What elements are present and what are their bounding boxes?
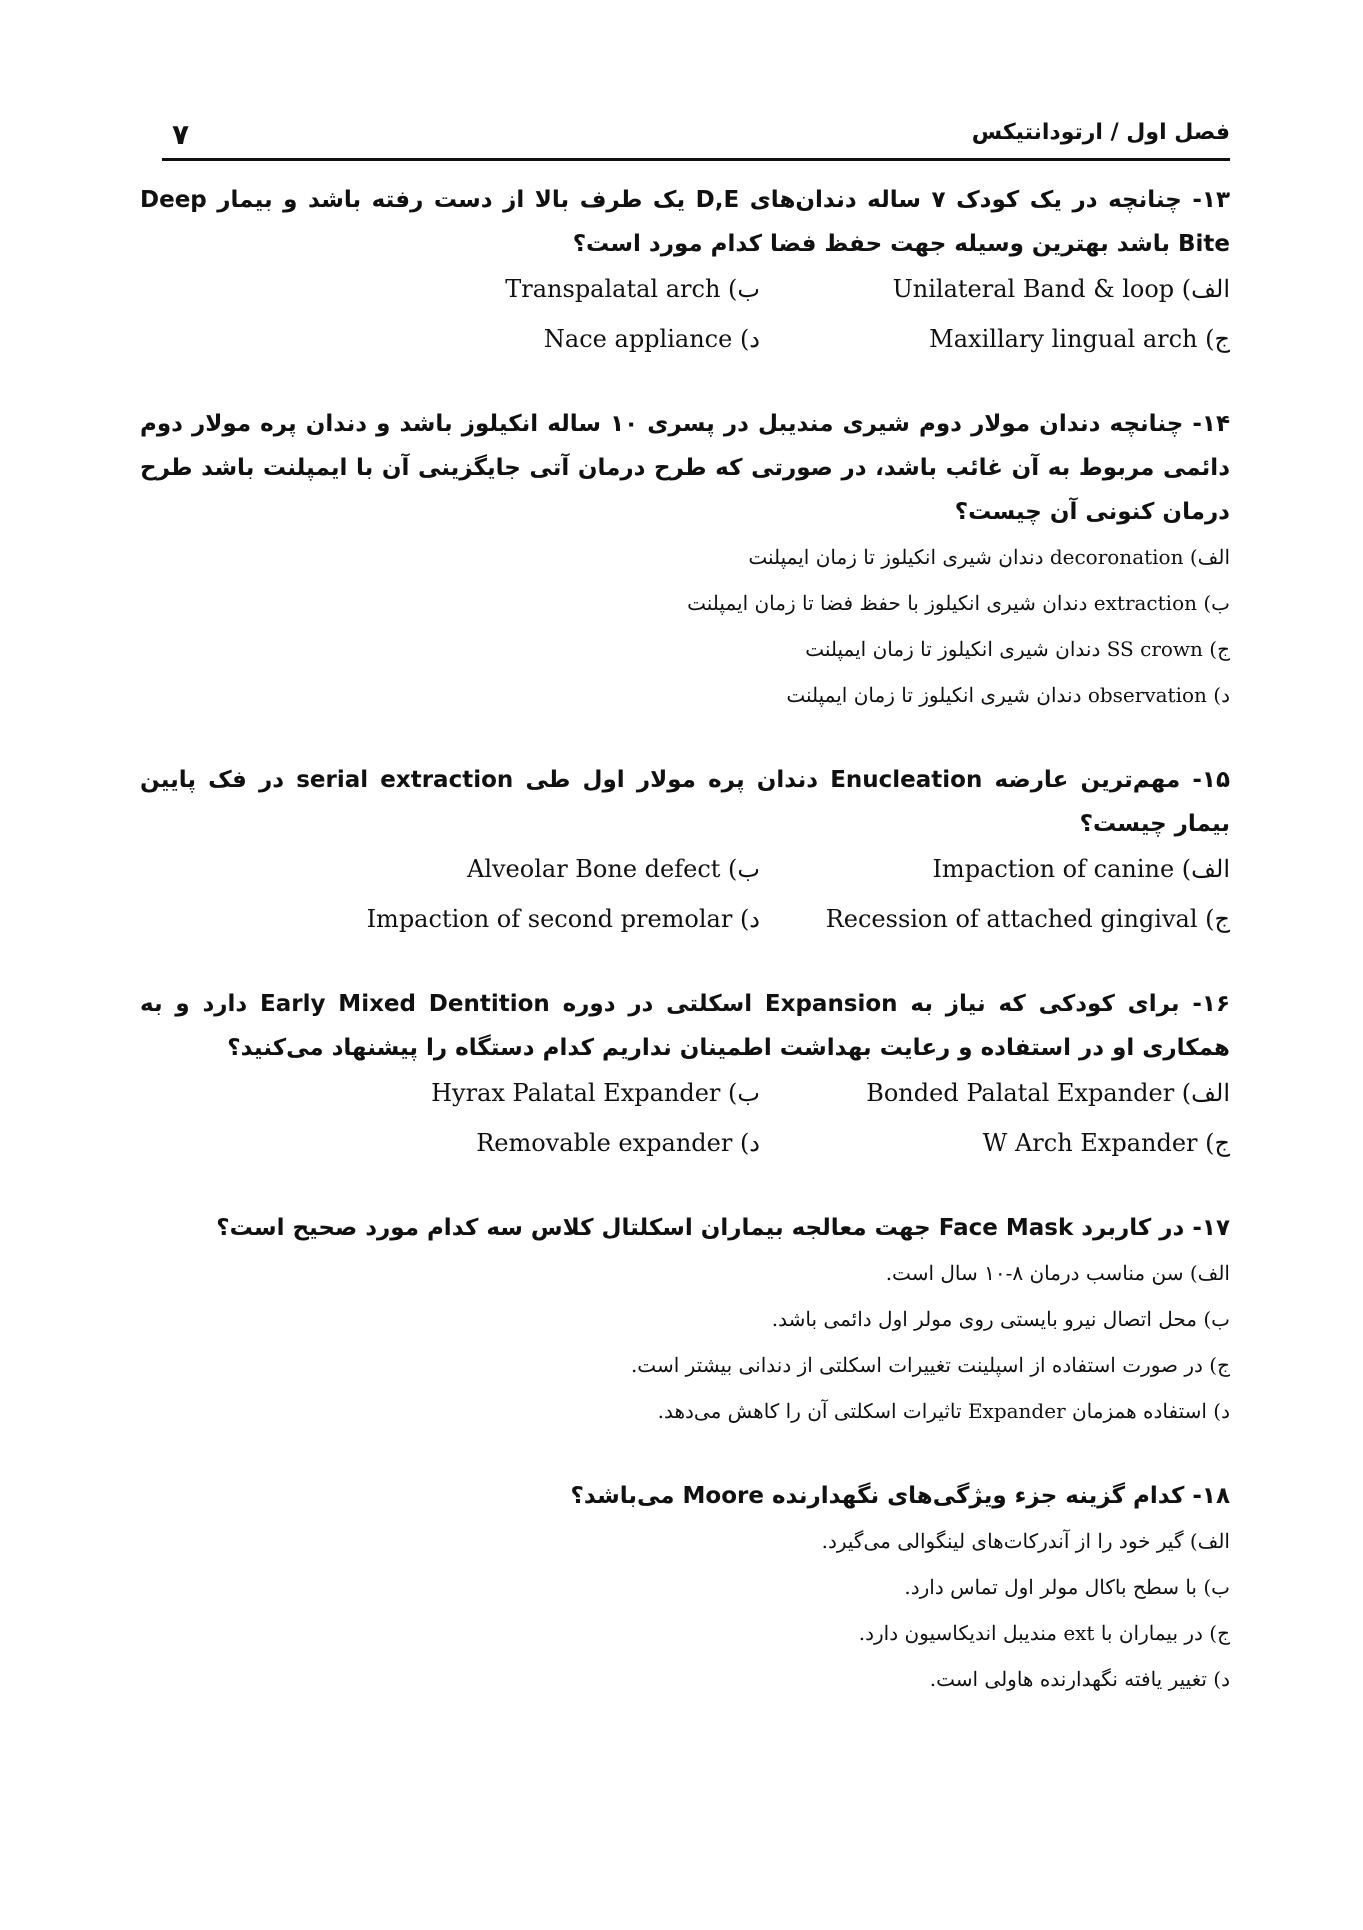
page-header — [162, 118, 1230, 152]
option-d: د) Impaction of second premolar — [366, 905, 760, 933]
chapter-title: فصل اول / ارتودانتیکس — [971, 120, 1230, 145]
option-a: الف) decoronation دندان شیری انکیلوز تا زمان ایمپلنت — [748, 545, 1230, 569]
question-17 — [140, 1206, 1230, 1434]
question-18 — [140, 1474, 1230, 1702]
option-a: الف) گیر خود را از آندرکات‌های لینگوالی می‌گیرد. — [821, 1529, 1230, 1553]
option-b: ب) Hyrax Palatal Expander — [431, 1079, 760, 1107]
options — [140, 1070, 1230, 1166]
question-stem: ۱۴- چنانچه دندان مولار دوم شیری مندیبل در پسری ۱۰ ساله انکیلوز باشد و دندان پره مولار دوم دائمی مربوط به آن غائب باشد، در صورتی که طرح درمان آتی جایگزینی آن با ایمپلنت باشد طرح درمان کنونی آن چیست؟ — [140, 411, 1230, 525]
options — [140, 534, 1230, 718]
question-stem: ۱۸- کدام گزینه جزء ویژگی‌های نگهدارنده Moore می‌باشد؟ — [570, 1483, 1230, 1509]
option-a: الف) Bonded Palatal Expander — [866, 1079, 1230, 1107]
option-d: د) استفاده همزمان Expander تاثیرات اسکلتی آن را کاهش می‌دهد. — [657, 1399, 1230, 1423]
options — [140, 266, 1230, 362]
option-d: د) تغییر یافته نگهدارنده هاولی است. — [929, 1667, 1230, 1691]
question-stem: ۱۷- در کاربرد Face Mask جهت معالجه بیماران اسکلتال کلاس سه کدام مورد صحیح است؟ — [216, 1215, 1230, 1241]
option-b: ب) Alveolar Bone defect — [466, 855, 760, 883]
question-stem: ۱۳- چنانچه در یک کودک ۷ ساله دندان‌های D,E یک طرف بالا از دست رفته باشد و بیمار Deep Bite باشد بهترین وسیله جهت حفظ فضا کدام مورد است؟ — [140, 187, 1230, 257]
option-c: ج) SS crown دندان شیری انکیلوز تا زمان ایمپلنت — [805, 637, 1230, 661]
options — [140, 1250, 1230, 1434]
option-a: الف) Unilateral Band & loop — [892, 275, 1230, 303]
options — [140, 1518, 1230, 1702]
question-16 — [140, 982, 1230, 1166]
option-b: ب) extraction دندان شیری انکیلوز با حفظ فضا تا زمان ایمپلنت — [687, 591, 1230, 615]
option-b: ب) با سطح باکال مولر اول تماس دارد. — [904, 1575, 1230, 1599]
option-c: ج) Maxillary lingual arch — [929, 325, 1230, 353]
option-b: ب) محل اتصال نیرو بایستی روی مولر اول دائمی باشد. — [771, 1307, 1230, 1331]
option-a: الف) Impaction of canine — [932, 855, 1230, 883]
option-d: د) Removable expander — [476, 1129, 760, 1157]
option-d: د) Nace appliance — [543, 325, 760, 353]
option-c: ج) در بیماران با ext مندیبل اندیکاسیون دارد. — [858, 1621, 1230, 1645]
option-c: ج) W Arch Expander — [982, 1129, 1230, 1157]
option-b: ب) Transpalatal arch — [505, 275, 760, 303]
question-13 — [140, 178, 1230, 362]
question-stem: ۱۶- برای کودکی که نیاز به Expansion اسکلتی در دوره Early Mixed Dentition دارد و به همکاری او در استفاده و رعایت بهداشت اطمینان نداریم کدام دستگاه را پیشنهاد می‌کنید؟ — [140, 991, 1230, 1061]
option-c: ج) Recession of attached gingival — [825, 905, 1230, 933]
header-rule — [162, 158, 1230, 161]
question-15 — [140, 758, 1230, 942]
question-stem: ۱۵- مهم‌ترین عارضه Enucleation دندان پره مولار اول طی serial extraction در فک پایین بیمار چیست؟ — [140, 767, 1230, 837]
option-c: ج) در صورت استفاده از اسپلینت تغییرات اسکلتی از دندانی بیشتر است. — [630, 1353, 1230, 1377]
options — [140, 846, 1230, 942]
question-14 — [140, 402, 1230, 718]
page-number: ۷ — [172, 118, 190, 151]
option-d: د) observation دندان شیری انکیلوز تا زمان ایمپلنت — [786, 683, 1230, 707]
questions-list — [140, 178, 1230, 1736]
option-a: الف) سن مناسب درمان ۸-۱۰ سال است. — [885, 1261, 1230, 1285]
